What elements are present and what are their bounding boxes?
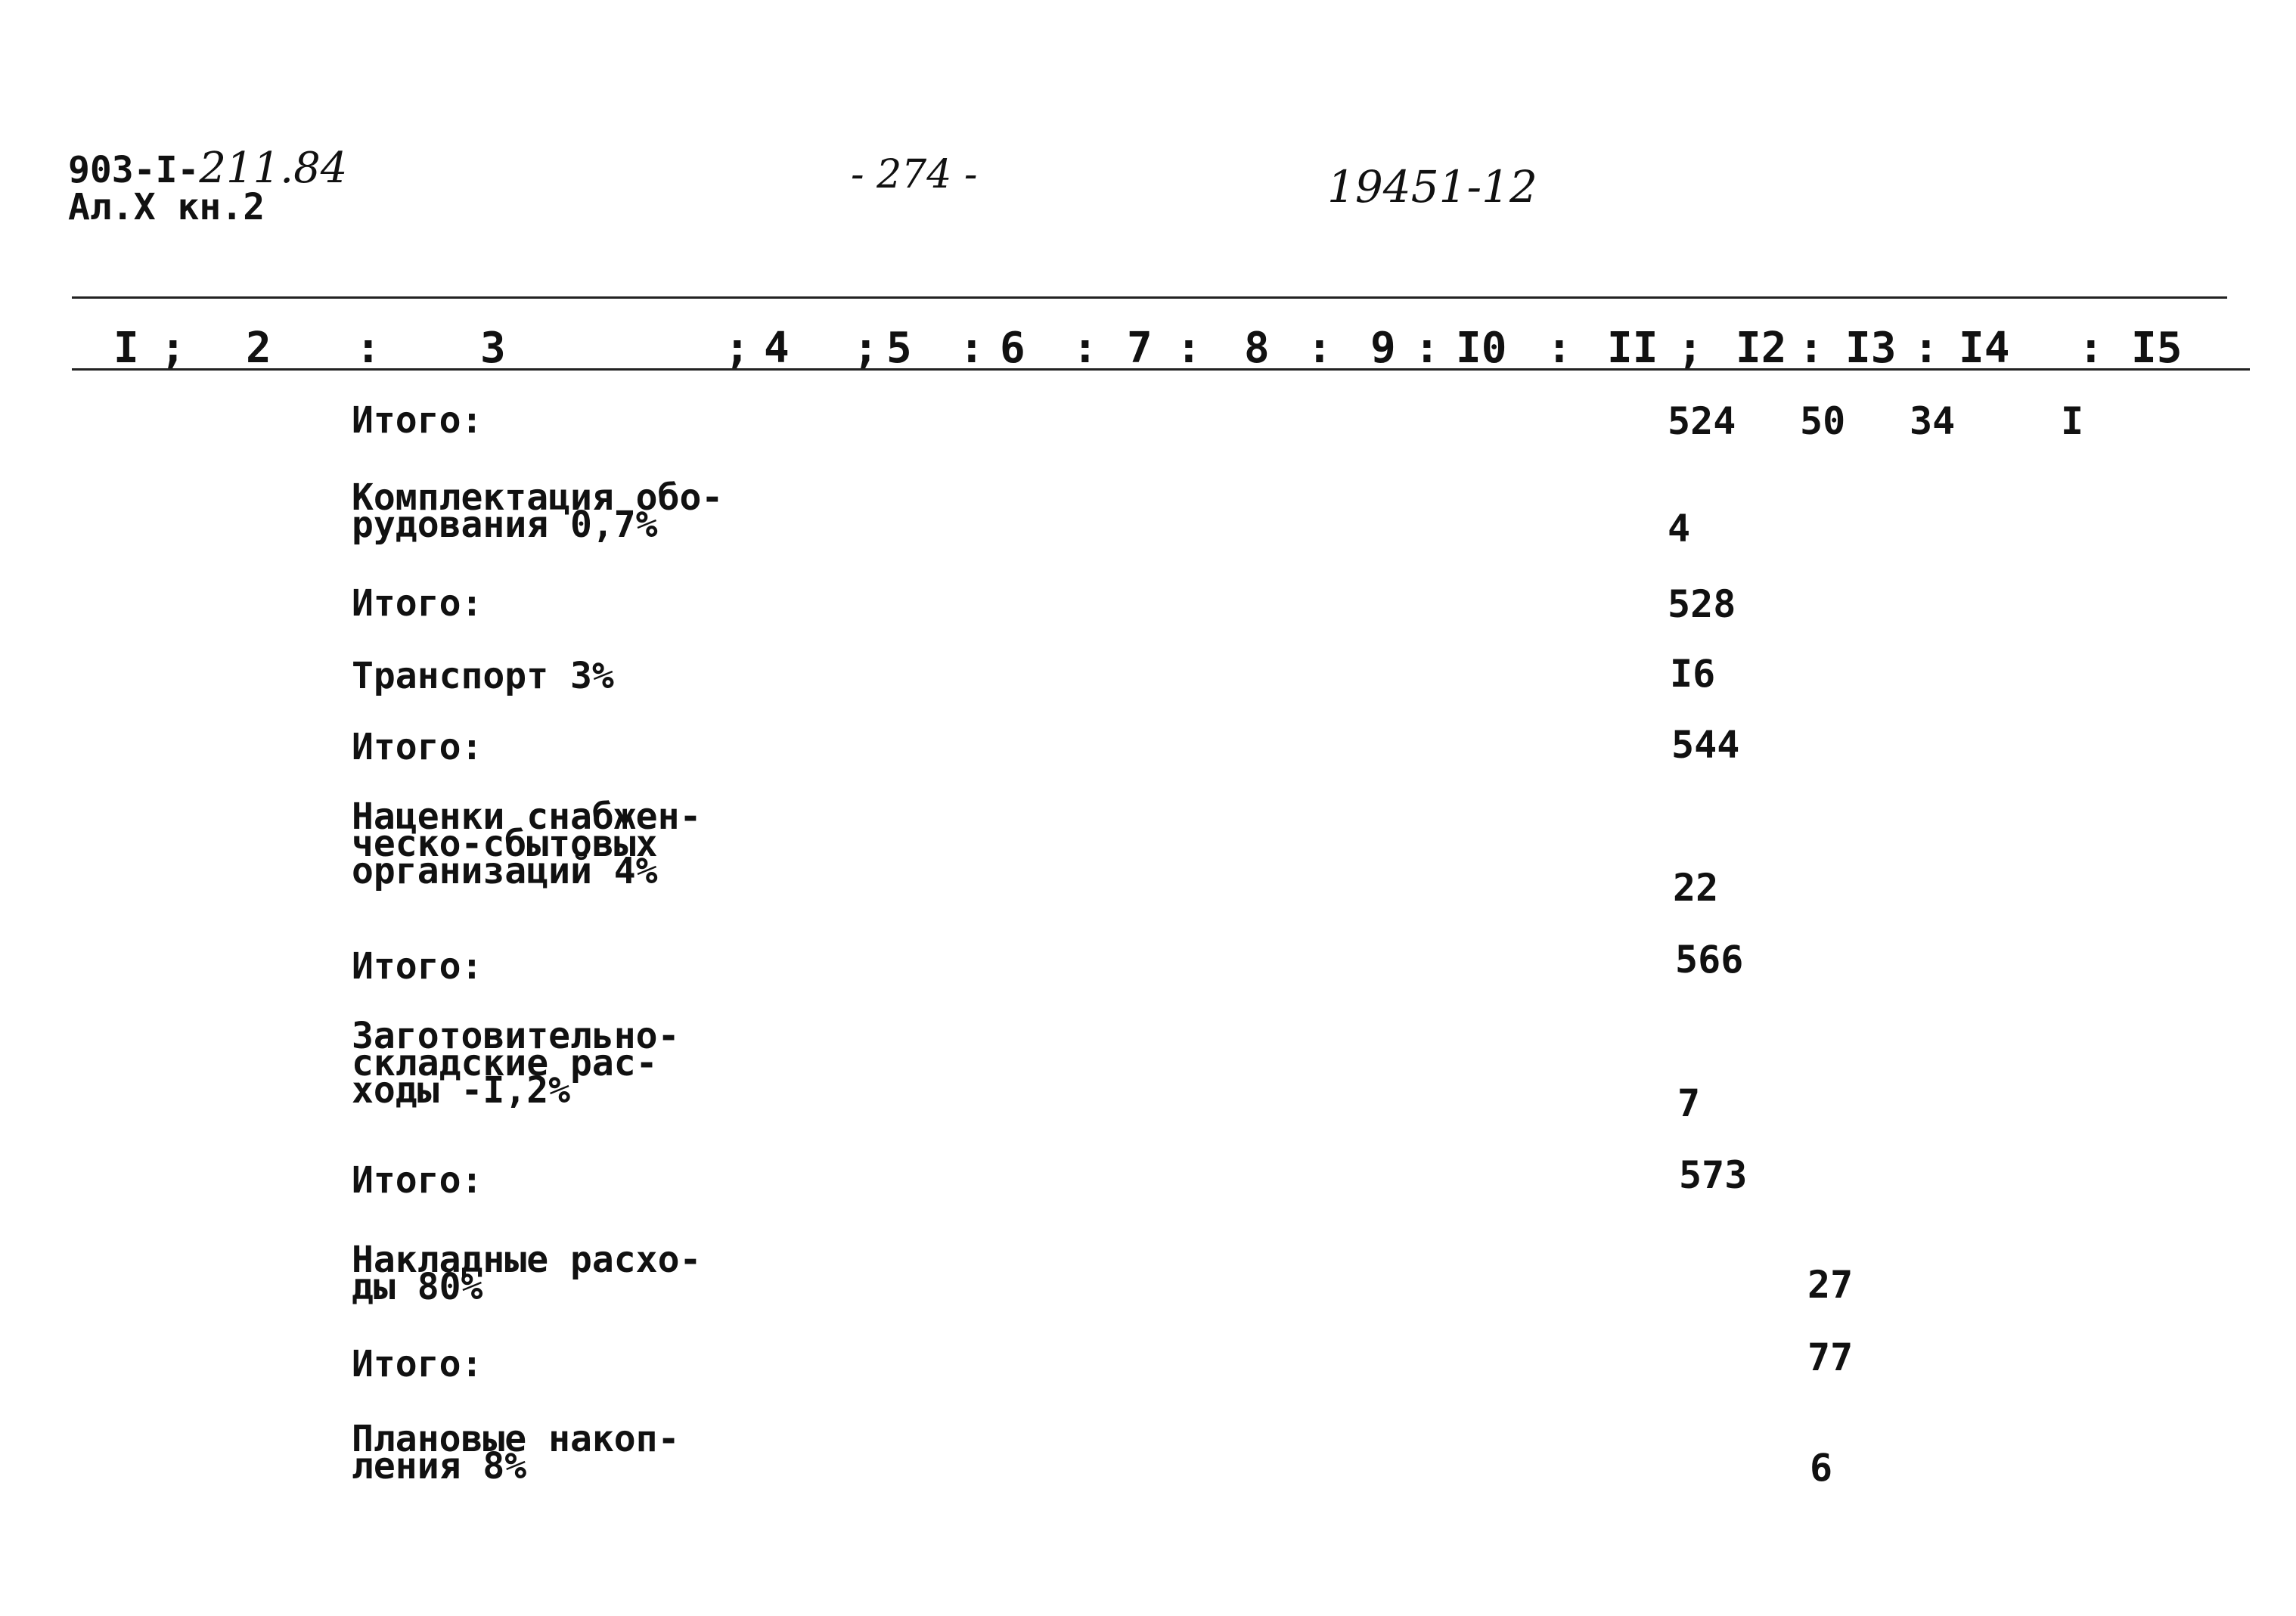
row-label: Итого: [352,945,483,988]
row-label: Итого: [352,726,483,768]
column-separator: : [1072,324,1098,373]
row-value-col12: 524 [1668,399,1736,443]
column-separator: : [2078,324,2104,373]
column-separator: : [1547,324,1572,373]
document-code-printed: 903-I- [68,149,200,191]
column-separator: : [1307,324,1333,373]
column-14-header: I4 [1959,324,2010,373]
column-separator: : [959,324,985,373]
column-11-header: II [1607,324,1658,373]
column-7-header: 7 [1127,324,1153,373]
row-label: Заготовительно- складские рас- ходы -I,2% [352,1015,680,1112]
column-4-header: 4 [764,324,790,373]
row-value-col15: I [2061,399,2084,443]
column-1-header: I [113,324,139,373]
column-3-header: 3 [480,324,506,373]
row-value-col13: 27 [1807,1263,1854,1307]
column-8-header: 8 [1244,324,1270,373]
row-value-col14: 34 [1910,399,1956,443]
row-label: Плановые накоп- ления 8% [352,1418,680,1487]
page-number: - 274 - [851,152,978,197]
row-value-col13: 50 [1800,399,1846,443]
album-label: Ал.X кн.2 [68,186,265,228]
row-label: Итого: [352,1343,483,1385]
row-label: Итого: [352,399,483,442]
row-label: Итого: [352,1159,483,1202]
column-15-header: I5 [2131,324,2183,373]
document-code [68,144,348,193]
column-9-header: 9 [1370,324,1396,373]
row-label: Транспорт 3% [352,655,614,697]
column-separator: : [1798,324,1824,373]
column-separator: ; [1677,324,1703,373]
column-separator: ; [853,324,879,373]
column-10-header: I0 [1456,324,1507,373]
column-separator: ; [160,324,186,373]
row-value-col12: 566 [1675,938,1744,982]
column-13-header: I3 [1845,324,1897,373]
column-separator: ; [724,324,750,373]
column-2-header: 2 [246,324,271,373]
column-5-header: 5 [886,324,912,373]
row-label: Накладные расхо- ды 80% [352,1239,702,1308]
row-value-col12: 528 [1668,582,1736,626]
row-value-col13: 77 [1807,1335,1854,1379]
document-code-handwritten: 211.84 [199,144,348,193]
row-value-col12: 544 [1671,723,1740,767]
column-separator: : [1176,324,1202,373]
top-rule [72,296,2227,299]
row-value-col12: 4 [1668,507,1691,551]
column-separator: : [1414,324,1440,373]
row-value-col12: 22 [1673,866,1719,910]
row-value-col12: I6 [1670,652,1716,696]
row-value-col12: 573 [1679,1153,1748,1197]
row-label: Комплектация обо- рудования 0,7% [352,476,724,546]
column-separator: : [355,324,381,373]
row-value-col13: 6 [1810,1446,1833,1490]
column-separator: : [1913,324,1939,373]
row-label: Итого: [352,582,483,625]
handwritten-reference: 19451-12 [1327,161,1537,212]
row-label: Наценки снабжен- ческо-сбытовых организаций 4% [352,796,702,892]
column-6-header: 6 [1000,324,1025,373]
column-12-header: I2 [1736,324,1787,373]
row-value-col12: 7 [1677,1081,1701,1125]
